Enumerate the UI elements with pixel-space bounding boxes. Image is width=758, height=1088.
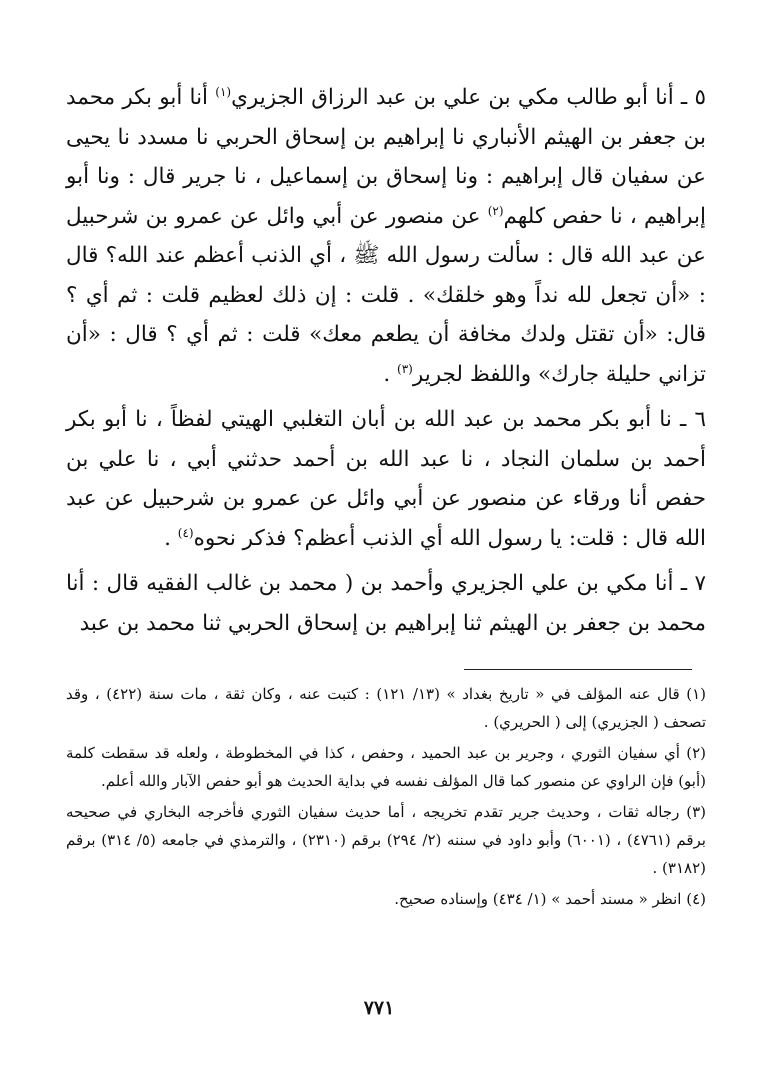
entry-text: ٥ ـ أنا أبو طالب مكي بن علي بن عبد الرزاق الجزيري	[231, 85, 706, 110]
entry-text: أنا أبو بكر محمد بن جعفر بن الهيثم الأنباري نا إبراهيم بن إسحاق الحربي نا مسدد نا يحيى عن سفيان قال إبراهيم : ونا إسحاق بن إسماعيل ، نا جرير قال : ونا أبو إبراهيم ، نا حفص كلهم	[66, 85, 706, 229]
footnote-ref-3[interactable]: (٣)	[397, 361, 413, 376]
hadith-entry-5	[66, 78, 706, 394]
hadith-entry-7	[66, 564, 706, 643]
footnote-3: (٣) رجاله ثقات ، وحديث جرير تقدم تخريجه ، أما حديث سفيان الثوري فأخرجه البخاري في صحيحه برقم (٤٧٦١) ، (٦٠٠١) وأبو داود في سننه (٢/ ٢٩٤) برقم (٢٣١٠) ، والترمذي في جامعه (٥/ ٣١٤) برقم (٣١٨٢) .	[66, 803, 706, 877]
footnote-4: (٤) انظر « مسند أحمد » (١/ ٤٣٤) وإسناده صحيح.	[394, 890, 706, 908]
hadith-entry-6	[66, 400, 706, 558]
footnote-2: (٢) أي سفيان الثوري ، وجرير بن عبد الحميد ، وحفص ، كذا في المخطوطة ، ولعله قد سقطت كلمة (أبو) فإن الراوي عن منصور كما قال المؤلف نفسه في بداية الحديث هو أبو حفص الآبار والله أعلم.	[66, 744, 706, 790]
footnote-1: (١) قال عنه المؤلف في « تاريخ بغداد » (١٣/ ١٢١) : كتبت عنه ، وكان ثقة ، مات سنة (٤٢٢) ، وقد تصحف ( الجزيري) إلى ( الحريري) .	[66, 685, 707, 731]
entry-text: .	[383, 361, 398, 387]
page-number: ٧٧١	[363, 997, 395, 1019]
footnote-ref-2[interactable]: (٢)	[487, 203, 504, 218]
footnote-ref-4[interactable]: (٤)	[177, 525, 194, 540]
main-text	[66, 78, 706, 643]
entry-text: .	[164, 525, 178, 551]
footnotes	[66, 680, 706, 916]
entry-text: ٧ ـ أنا مكي بن علي الجزيري وأحمد بن ( محمد بن غالب الفقيه قال : أنا محمد بن جعفر بن الهيثم ثنا إبراهيم بن إسحاق الحربي ثنا محمد بن عبد	[66, 571, 706, 636]
footnote-divider	[464, 669, 692, 670]
footnote-ref-1[interactable]: (١)	[215, 84, 232, 99]
entry-text: عن منصور عن أبي وائل عن عمرو بن شرحبيل عن عبد الله قال : سألت رسول الله ﷺ ، أي الذنب أعظم عند الله؟ قال : «أن تجعل لله نداً وهو خلقك» . قلت : إن ذلك لعظيم قلت : ثم أي ؟ قال: «أن تقتل ولدك مخافة أن يطعم معك» قلت : ثم أي ؟ قال : «أن تزاني حليلة جارك» واللفظ لجرير	[66, 203, 706, 387]
entry-text: ٦ ـ نا أبو بكر محمد بن عبد الله بن أبان التغلبي الهيتي لفظاً ، نا أبو بكر أحمد بن سلمان النجاد ، نا عبد الله بن أحمد حدثني أبي ، نا علي بن حفص أنا ورقاء عن منصور عن أبي وائل عن عمرو بن شرحبيل عن عبد الله قال : قلت: يا رسول الله أي الذنب أعظم؟ فذكر نحوه	[66, 407, 706, 551]
